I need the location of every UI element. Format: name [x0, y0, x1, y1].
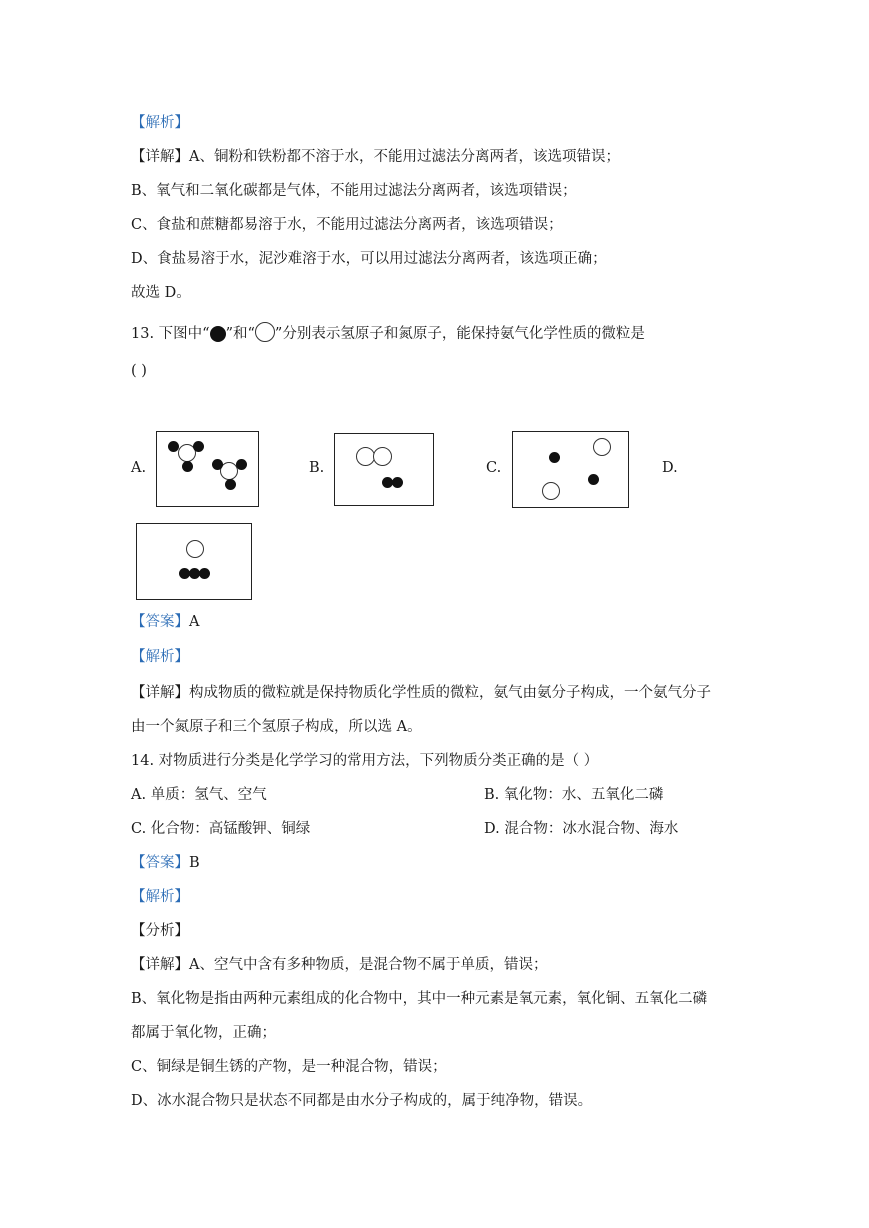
nitrogen-atom	[542, 482, 560, 500]
text-line: 故选 D。	[131, 285, 191, 301]
option-a: A. 单质：氢气、空气	[131, 787, 267, 803]
hydrogen-atom	[168, 441, 179, 452]
option-c: C. 化合物：高锰酸钾、铜绿	[131, 821, 311, 837]
analysis-tag: 【解析】	[131, 649, 189, 665]
detail-line: 【详解】A、空气中含有多种物质，是混合物不属于单质，错误；	[131, 957, 548, 973]
option-b-diagram	[334, 433, 434, 506]
hydrogen-atom	[193, 441, 204, 452]
option-d: D. 混合物：冰水混合物、海水	[484, 821, 679, 837]
text-line: C、食盐和蔗糖都易溶于水，不能用过滤法分离两者，该选项错误；	[131, 217, 563, 233]
nitrogen-atom	[186, 540, 204, 558]
hydrogen-atom	[392, 477, 403, 488]
option-c-label: C.	[486, 460, 502, 476]
text-line: D、食盐易溶于水，泥沙难溶于水，可以用过滤法分离两者，该选项正确；	[131, 251, 607, 267]
text-line: 都属于氧化物，正确；	[131, 1025, 276, 1041]
option-d-label: D.	[662, 460, 678, 476]
answer-paren: ( )	[131, 363, 147, 379]
text-line: D、冰水混合物只是状态不同都是由水分子构成的，属于纯净物，错误。	[131, 1093, 593, 1109]
hydrogen-atom	[588, 474, 599, 485]
text-line: C、铜绿是铜生锈的产物，是一种混合物，错误；	[131, 1059, 447, 1075]
nitrogen-atom	[593, 438, 611, 456]
option-b: B. 氧化物：水、五氧化二磷	[484, 787, 664, 803]
option-d-diagram	[136, 523, 252, 600]
hydrogen-atom	[199, 568, 210, 579]
analysis-tag: 【解析】	[131, 889, 189, 905]
detail-line: 【详解】A、铜粉和铁粉都不溶于水，不能用过滤法分离两者，该选项错误；	[131, 149, 620, 165]
hydrogen-atom	[236, 459, 247, 470]
option-a-label: A.	[131, 460, 147, 476]
answer-line: 【答案】B	[131, 855, 200, 871]
hydrogen-atom	[549, 452, 560, 463]
text-line: B、氧气和二氧化碳都是气体，不能用过滤法分离两者，该选项错误；	[131, 183, 577, 199]
option-a-diagram	[156, 431, 259, 507]
analysis2-tag: 【分析】	[131, 923, 189, 939]
answer-line: 【答案】A	[131, 614, 200, 630]
hydrogen-atom	[225, 479, 236, 490]
detail-line: 由一个氮原子和三个氢原子构成，所以选 A。	[131, 719, 422, 735]
text-line: B、氧化物是指由两种元素组成的化合物中，其中一种元素是氧元素，氧化铜、五氧化二磷	[131, 991, 708, 1007]
hydrogen-atom	[182, 461, 193, 472]
question-13-stem: 13. 下图中“ ”和“ ”分别表示氢原子和氮原子，能保持氨气化学性质的微粒是	[131, 322, 645, 343]
detail-line: 【详解】构成物质的微粒就是保持物质化学性质的微粒，氨气由氨分子构成，一个氨气分子	[131, 685, 711, 701]
hydrogen-atom-icon	[210, 326, 226, 342]
analysis-tag: 【解析】	[131, 115, 189, 131]
question-14-stem: 14. 对物质进行分类是化学学习的常用方法，下列物质分类正确的是（ ）	[131, 753, 599, 769]
nitrogen-atom-icon	[255, 322, 275, 342]
nitrogen-atom	[373, 447, 392, 466]
hydrogen-atom	[212, 459, 223, 470]
option-c-diagram	[512, 431, 629, 508]
option-b-label: B.	[309, 460, 325, 476]
